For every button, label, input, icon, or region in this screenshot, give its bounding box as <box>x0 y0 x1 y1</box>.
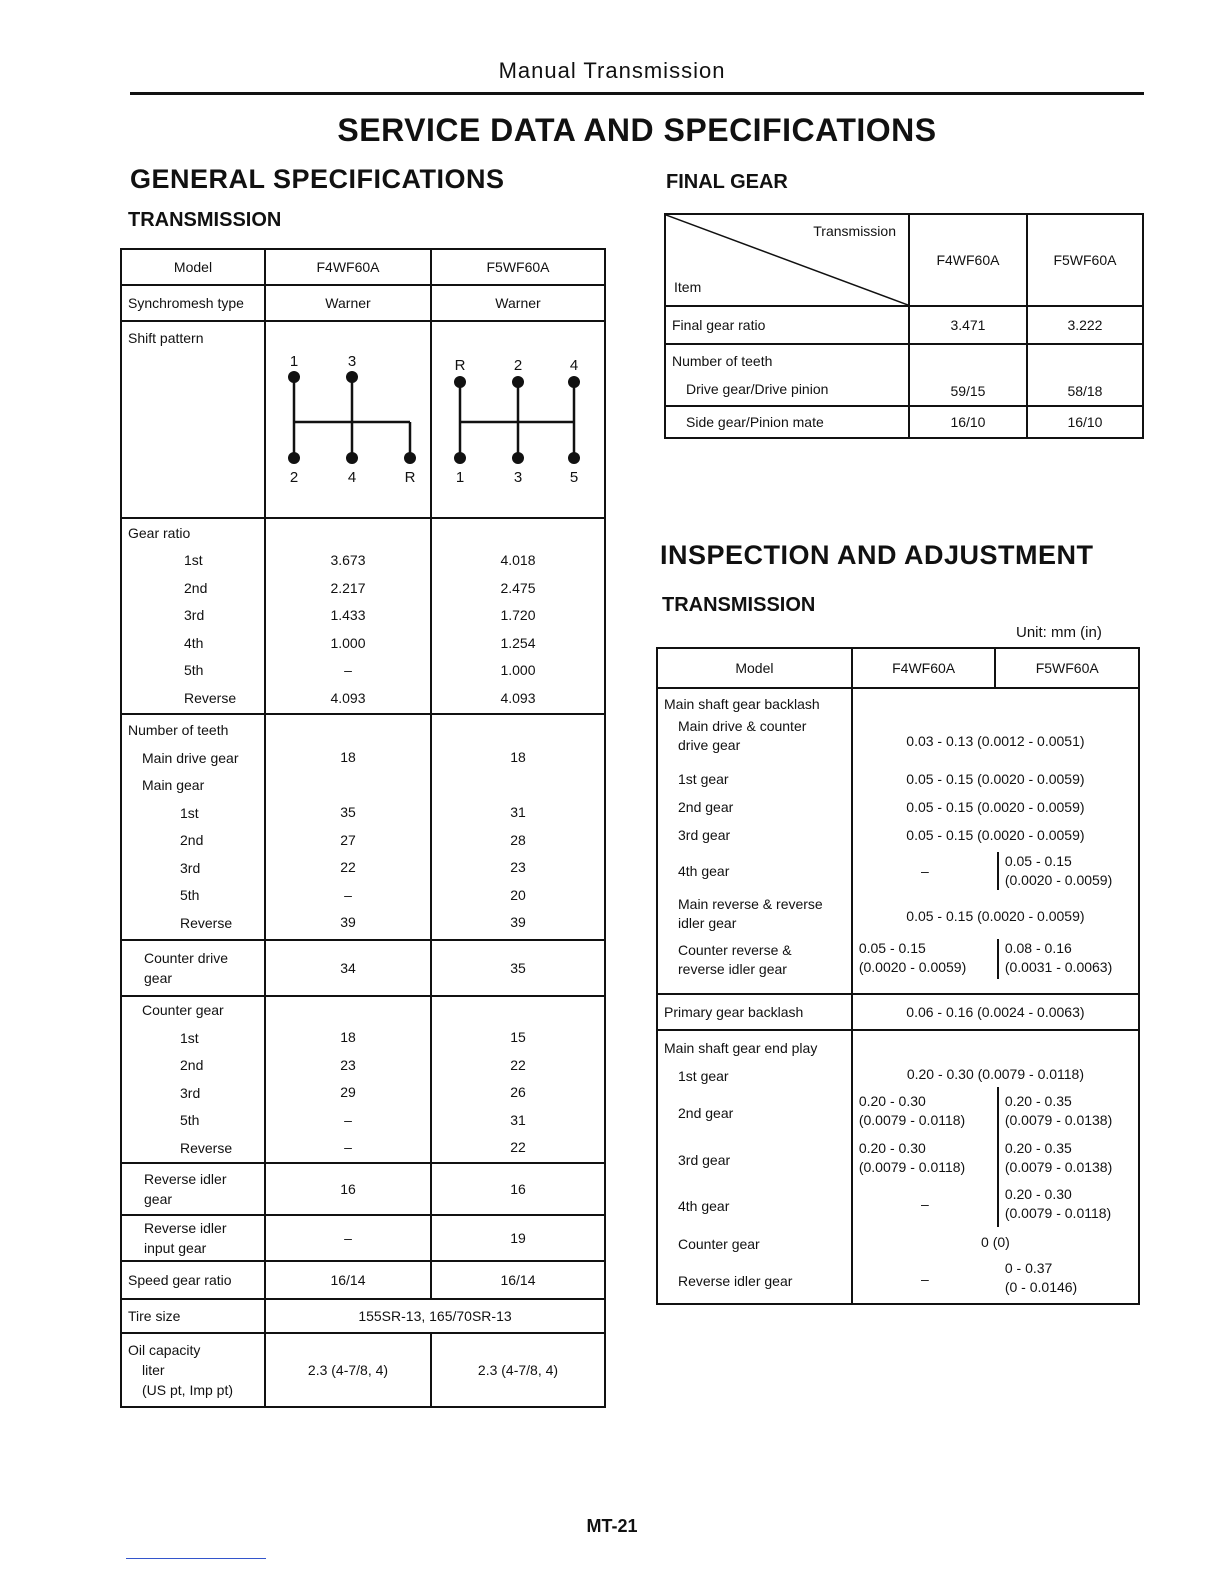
backlash-4th-label: 4th gear <box>678 863 730 879</box>
shift-knob-3 <box>346 371 358 383</box>
gear-ratio-b-4th: 1.254 <box>500 634 536 651</box>
counter-gear-2nd: 2nd <box>180 1057 204 1073</box>
insp-model-a: F4WF60A <box>852 648 996 688</box>
counter-drive-a: 34 <box>265 940 431 996</box>
gear-ratio-b-3rd: 1.720 <box>500 607 536 623</box>
endplay-counter-label: Counter gear <box>678 1236 760 1252</box>
final-side-label: Side gear/Pinion mate <box>665 406 909 438</box>
main-gear-b-1st: 31 <box>510 804 526 821</box>
general-specs-heading: GENERAL SPECIFICATIONS <box>130 164 505 194</box>
main-gear-3rd: 3rd <box>180 859 201 876</box>
main-gear-reverse: Reverse <box>180 914 233 931</box>
final-drive-label: Drive gear/Drive pinion <box>686 381 829 397</box>
teeth-label: Number of teeth <box>128 722 229 738</box>
shift-knob-1 <box>454 452 466 464</box>
shift-knob-r <box>454 376 466 388</box>
shift-a-bottom-r: R <box>404 469 416 486</box>
final-drive-b: 58/18 <box>1027 344 1143 406</box>
backlash-3rd-value: 0.05 - 0.15 (0.0020 - 0.0059) <box>906 827 1085 843</box>
shift-a-bottom-4: 4 <box>347 469 357 486</box>
endplay-4th-a: – <box>920 1196 929 1212</box>
counter-gear-b-reverse: 22 <box>510 1139 526 1156</box>
shift-pattern-diagram-a <box>266 322 430 514</box>
gear-label-5th: 5th <box>184 662 204 679</box>
shift-a-bottom-2: 2 <box>289 469 299 486</box>
endplay-2nd-b-2: (0.0079 - 0.0138) <box>1004 1112 1113 1128</box>
rev-idler-b: 16 <box>431 1163 605 1215</box>
speed-gear-label: Speed gear ratio <box>121 1261 265 1299</box>
oil-capacity-b: 2.3 (4-7/8, 4) <box>431 1333 605 1407</box>
main-gear-a-5th: – <box>344 886 352 903</box>
main-drive-counter-label <box>664 717 845 765</box>
main-rev-label-1: Main reverse & reverse <box>678 896 823 912</box>
final-ratio-b: 3.222 <box>1027 306 1143 344</box>
inspection-transmission-subheading: TRANSMISSION <box>662 594 816 616</box>
rev-idler-input-label-2: input gear <box>144 1240 207 1256</box>
tire-size-label: Tire size <box>121 1299 265 1333</box>
endplay-3rd-b-2: (0.0079 - 0.0138) <box>1004 1159 1113 1175</box>
endplay-3rd-a-2: (0.0079 - 0.0118) <box>858 1159 966 1175</box>
counter-drive-label-1: Counter drive <box>144 950 229 966</box>
gear-label-reverse: Reverse <box>184 689 237 706</box>
shift-knob-2 <box>512 376 524 388</box>
shift-b-bottom-3: 3 <box>513 469 523 486</box>
oil-unit-liter: liter <box>142 1362 165 1378</box>
counter-drive-b: 35 <box>431 940 605 996</box>
main-gear-1st: 1st <box>180 804 199 821</box>
shift-b-bottom-5: 5 <box>569 469 579 486</box>
gear-ratio-a-2nd: 2.217 <box>330 579 366 596</box>
backlash-label: Main shaft gear backlash <box>664 696 820 712</box>
corner-transmission: Transmission <box>813 223 896 239</box>
final-gear-heading: FINAL GEAR <box>666 171 788 193</box>
backlash-1st-value: 0.05 - 0.15 (0.0020 - 0.0059) <box>906 771 1085 787</box>
main-gear-b-3rd: 23 <box>510 859 526 876</box>
endplay-rev-idler-b-1: 0 - 0.37 <box>1004 1260 1053 1276</box>
counter-gear-b-2nd: 22 <box>510 1056 526 1073</box>
endplay-3rd-a-1: 0.20 - 0.30 <box>858 1140 926 1156</box>
endplay-counter-value: 0 (0) <box>981 1234 1010 1250</box>
shift-knob-4 <box>346 452 358 464</box>
gear-ratio-a-3rd: 1.433 <box>330 607 366 623</box>
model-a: F4WF60A <box>265 249 431 285</box>
shift-knob-5 <box>568 452 580 464</box>
gear-label-4th: 4th <box>184 634 204 651</box>
main-rev-value: 0.05 - 0.15 (0.0020 - 0.0059) <box>906 908 1085 924</box>
insp-model-b: F5WF60A <box>995 648 1139 688</box>
oil-unit-pints: (US pt, Imp pt) <box>142 1382 234 1398</box>
counter-gear-b-5th: 31 <box>510 1111 526 1128</box>
shift-knob-2 <box>288 452 300 464</box>
rev-idler-input-b: 19 <box>431 1215 605 1261</box>
final-side-a: 16/10 <box>909 406 1027 438</box>
rev-idler-label-2: gear <box>144 1191 173 1207</box>
inspection-heading: INSPECTION AND ADJUSTMENT <box>660 540 1094 570</box>
main-gear-b-2nd: 28 <box>510 831 526 848</box>
counter-gear-a-2nd: 23 <box>340 1056 356 1073</box>
endplay-2nd-a-2: (0.0079 - 0.0118) <box>858 1112 966 1128</box>
counter-rev-label-2: reverse idler gear <box>678 961 787 977</box>
counter-gear-a-5th: – <box>344 1111 352 1128</box>
gear-ratio-label: Gear ratio <box>128 524 191 541</box>
main-gear-a-1st: 35 <box>340 804 356 821</box>
backlash-1st-label: 1st gear <box>678 771 729 787</box>
endplay-3rd-b-1: 0.20 - 0.35 <box>1004 1140 1072 1156</box>
backlash-2nd-value: 0.05 - 0.15 (0.0020 - 0.0059) <box>906 799 1085 815</box>
endplay-4th-label: 4th gear <box>678 1198 730 1214</box>
counter-rev-a-1: 0.05 - 0.15 <box>858 940 926 956</box>
gear-ratio-b-reverse: 4.093 <box>500 689 536 706</box>
endplay-2nd-label: 2nd gear <box>678 1105 734 1121</box>
backlash-4th-b-2: (0.0020 - 0.0059) <box>1004 872 1113 888</box>
main-gear-a-3rd: 22 <box>340 859 356 876</box>
page-number: MT-21 <box>586 1516 638 1536</box>
shift-b-top-r: R <box>454 357 466 374</box>
shift-b-bottom-1: 1 <box>455 469 465 486</box>
main-drive-counter-value: 0.03 - 0.13 (0.0012 - 0.0051) <box>906 733 1085 749</box>
gear-ratio-b-2nd: 2.475 <box>500 579 536 596</box>
endplay-2nd-b-1: 0.20 - 0.35 <box>1004 1093 1072 1109</box>
main-drive-a: 18 <box>340 749 356 766</box>
page-title: SERVICE DATA AND SPECIFICATIONS <box>337 112 937 148</box>
endplay-1st-label: 1st gear <box>678 1068 729 1084</box>
main-gear-5th: 5th <box>180 887 200 903</box>
shift-pattern-diagram-b <box>432 322 604 514</box>
header-rule <box>130 92 1144 95</box>
shift-a-top-3: 3 <box>347 353 357 370</box>
main-gear-a-reverse: 39 <box>340 914 356 931</box>
counter-rev-label-1: Counter reverse & <box>678 942 792 958</box>
backlash-4th-a: – <box>920 863 929 879</box>
general-specs-table <box>120 248 606 1408</box>
page-header: Manual Transmission <box>498 58 726 83</box>
counter-drive-label-2: gear <box>144 970 173 986</box>
gear-ratio-b-5th: 1.000 <box>500 662 536 678</box>
counter-rev-b-1: 0.08 - 0.16 <box>1004 940 1072 956</box>
shift-knob-r <box>404 452 416 464</box>
main-drive-counter-label-2: drive gear <box>678 737 741 753</box>
main-rev-label-2: idler gear <box>678 915 737 931</box>
insp-model-label: Model <box>657 648 852 688</box>
endplay-rev-idler-label: Reverse idler gear <box>678 1273 793 1289</box>
gear-ratio-b-1st: 4.018 <box>500 552 536 568</box>
endplay-1st-value: 0.20 - 0.30 (0.0079 - 0.0118) <box>906 1066 1085 1082</box>
backlash-3rd-label: 3rd gear <box>678 827 731 843</box>
gear-label-3rd: 3rd <box>184 607 205 624</box>
final-model-b: F5WF60A <box>1027 214 1143 306</box>
final-teeth-label: Number of teeth <box>672 353 773 369</box>
rev-idler-input-a: – <box>265 1215 431 1261</box>
main-drive-counter-label-1: Main drive & counter <box>678 718 807 734</box>
final-model-a: F4WF60A <box>909 214 1027 306</box>
rev-idler-input-label-1: Reverse idler <box>144 1220 227 1236</box>
main-gear-a-2nd: 27 <box>340 831 356 848</box>
primary-backlash-value: 0.06 - 0.16 (0.0024 - 0.0063) <box>852 994 1139 1030</box>
main-gear-2nd: 2nd <box>180 832 204 848</box>
counter-gear-b-1st: 15 <box>510 1029 526 1046</box>
final-ratio-label: Final gear ratio <box>665 306 909 344</box>
endplay-3rd-label: 3rd gear <box>678 1152 731 1168</box>
endplay-rev-idler-b-2: (0 - 0.0146) <box>1004 1279 1078 1295</box>
oil-capacity-label: Oil capacity <box>128 1342 201 1358</box>
primary-backlash-label: Primary gear backlash <box>657 994 852 1030</box>
shift-knob-3 <box>512 452 524 464</box>
inspection-table <box>656 647 1140 1305</box>
main-gear-b-5th: 20 <box>510 886 526 903</box>
corner-item: Item <box>674 279 702 295</box>
counter-rev-a-2: (0.0020 - 0.0059) <box>858 959 967 975</box>
counter-gear-b-3rd: 26 <box>510 1084 526 1101</box>
speed-gear-b: 16/14 <box>431 1261 605 1299</box>
counter-rev-b-2: (0.0031 - 0.0063) <box>1004 959 1113 975</box>
tire-size-value: 155SR-13, 165/70SR-13 <box>265 1299 605 1333</box>
main-drive-b: 18 <box>510 749 526 766</box>
synchro-b: Warner <box>431 285 605 321</box>
footer-link-underline <box>126 1558 266 1559</box>
speed-gear-a: 16/14 <box>265 1261 431 1299</box>
main-drive-label: Main drive gear <box>142 749 239 766</box>
unit-note: Unit: mm (in) <box>1016 624 1102 641</box>
final-gear-table <box>664 213 1144 439</box>
endplay-4th-b-1: 0.20 - 0.30 <box>1004 1186 1072 1202</box>
rev-idler-a: 16 <box>265 1163 431 1215</box>
main-gear-label: Main gear <box>142 777 205 793</box>
gear-ratio-a-1st: 3.673 <box>330 552 366 568</box>
counter-gear-3rd: 3rd <box>180 1084 201 1101</box>
endplay-label: Main shaft gear end play <box>664 1040 818 1056</box>
shift-pattern-label: Shift pattern <box>121 321 265 518</box>
endplay-rev-idler-a: – <box>920 1271 929 1287</box>
backlash-4th-b-1: 0.05 - 0.15 <box>1004 853 1072 869</box>
rev-idler-label-1: Reverse idler <box>144 1171 227 1187</box>
model-label: Model <box>121 249 265 285</box>
synchro-a: Warner <box>265 285 431 321</box>
gear-ratio-a-4th: 1.000 <box>330 634 366 651</box>
counter-gear-reverse: Reverse <box>180 1139 233 1156</box>
final-drive-a: 59/15 <box>909 344 1027 406</box>
gear-label-2nd: 2nd <box>184 579 208 596</box>
gear-ratio-a-reverse: 4.093 <box>330 689 366 706</box>
counter-gear-1st: 1st <box>180 1029 199 1046</box>
main-gear-b-reverse: 39 <box>510 914 526 931</box>
counter-gear-label: Counter gear <box>142 1002 224 1018</box>
final-side-b: 16/10 <box>1027 406 1143 438</box>
counter-gear-a-reverse: – <box>344 1139 352 1156</box>
counter-gear-a-3rd: 29 <box>340 1084 356 1101</box>
counter-gear-5th: 5th <box>180 1112 200 1128</box>
oil-capacity-a: 2.3 (4-7/8, 4) <box>265 1333 431 1407</box>
shift-knob-1 <box>288 371 300 383</box>
general-transmission-subheading: TRANSMISSION <box>128 209 282 231</box>
shift-a-top-1: 1 <box>289 353 299 370</box>
model-b: F5WF60A <box>431 249 605 285</box>
gear-label-1st: 1st <box>184 552 203 569</box>
endplay-4th-b-2: (0.0079 - 0.0118) <box>1004 1205 1112 1221</box>
shift-knob-4 <box>568 376 580 388</box>
synchro-label: Synchromesh type <box>121 285 265 321</box>
shift-b-top-4: 4 <box>569 357 579 374</box>
endplay-2nd-a-1: 0.20 - 0.30 <box>858 1093 926 1109</box>
gear-ratio-a-5th: – <box>344 662 352 678</box>
counter-gear-a-1st: 18 <box>340 1029 356 1046</box>
shift-b-top-2: 2 <box>513 357 523 374</box>
final-ratio-a: 3.471 <box>909 306 1027 344</box>
backlash-2nd-label: 2nd gear <box>678 799 734 815</box>
